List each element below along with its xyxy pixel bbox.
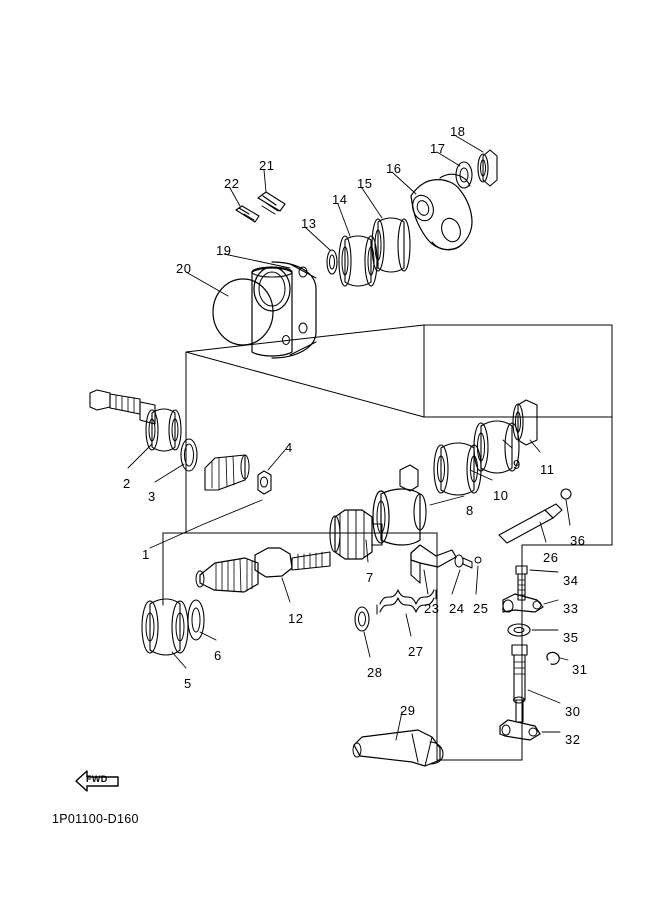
callout-number: 15 <box>357 176 373 191</box>
callout-number: 31 <box>572 662 588 677</box>
callout-number: 18 <box>450 124 466 139</box>
callout-number: 29 <box>400 703 416 718</box>
callout-number: 33 <box>563 601 579 616</box>
callout-number: 30 <box>565 704 581 719</box>
callout-number: 20 <box>176 261 192 276</box>
callout-number: 22 <box>224 176 240 191</box>
fwd-label: FWD <box>86 774 108 784</box>
callout-number: 19 <box>216 243 232 258</box>
callout-number: 1 <box>142 547 150 562</box>
callout-number: 6 <box>214 648 222 663</box>
callout-number: 35 <box>563 630 579 645</box>
callout-number: 32 <box>565 732 581 747</box>
callout-number: 8 <box>466 503 474 518</box>
callout-number: 2 <box>123 476 131 491</box>
callout-number: 21 <box>259 158 275 173</box>
callout-number: 17 <box>430 141 446 156</box>
callout-number: 26 <box>543 550 559 565</box>
callout-number: 34 <box>563 573 579 588</box>
callout-number: 36 <box>570 533 586 548</box>
callout-number: 7 <box>366 570 374 585</box>
callout-number: 12 <box>288 611 304 626</box>
callout-number: 10 <box>493 488 509 503</box>
callout-number: 13 <box>301 216 317 231</box>
callout-number: 27 <box>408 644 424 659</box>
callout-number: 25 <box>473 601 489 616</box>
part-code-label: 1P01100-D160 <box>52 812 139 826</box>
callout-number: 4 <box>285 440 293 455</box>
callout-number: 11 <box>540 462 555 477</box>
callout-number: 14 <box>332 192 348 207</box>
callout-number: 24 <box>449 601 465 616</box>
callout-number: 28 <box>367 665 383 680</box>
callout-number: 23 <box>424 601 440 616</box>
callout-number: 16 <box>386 161 402 176</box>
callout-number: 9 <box>513 457 521 472</box>
callout-number: 3 <box>148 489 156 504</box>
callout-number: 5 <box>184 676 192 691</box>
